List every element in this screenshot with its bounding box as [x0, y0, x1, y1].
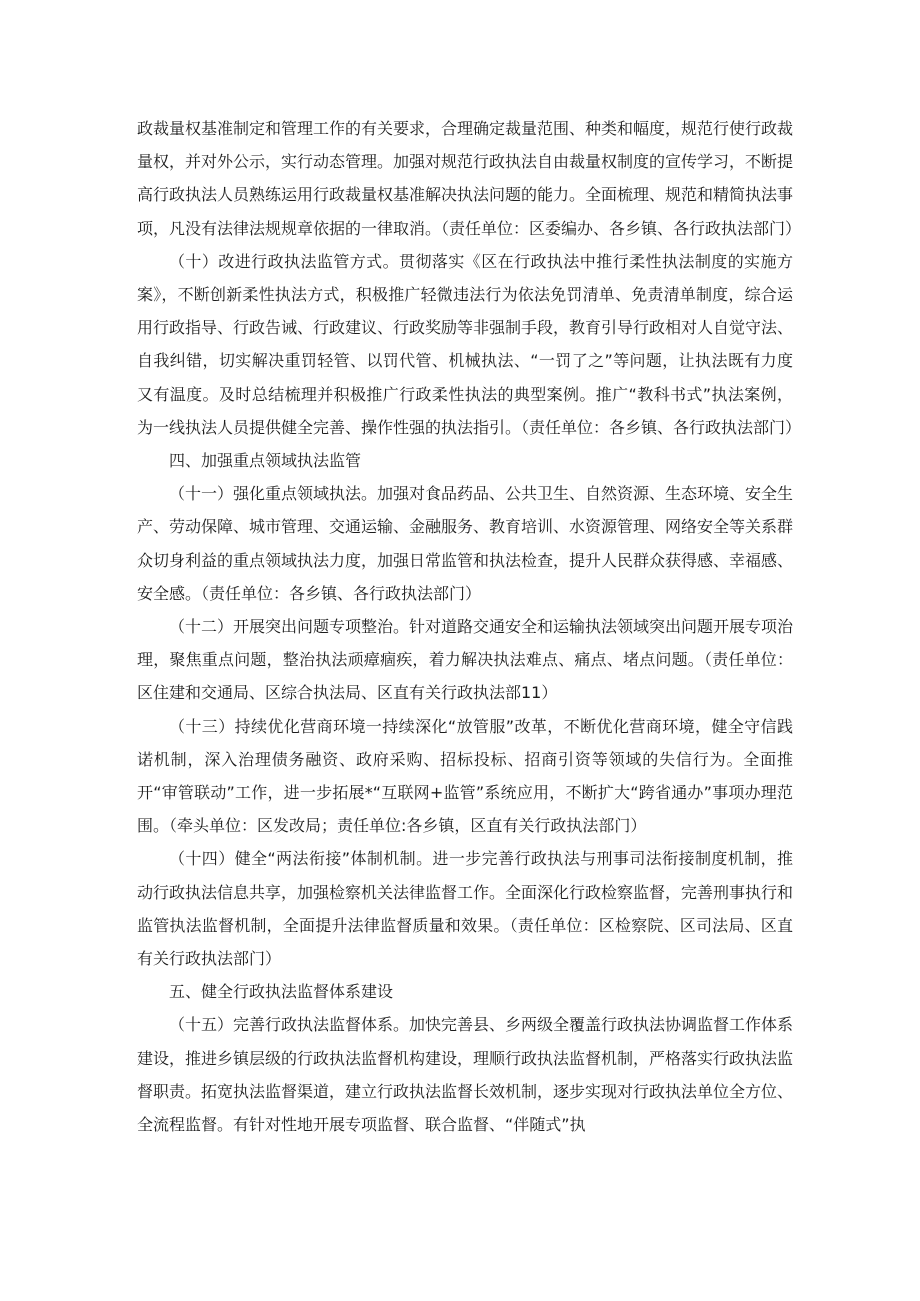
paragraph-item-15: （十五）完善行政执法监督体系。加快完善县、乡两级全覆盖行政执法协调监督工作体系建设，推进乡镇层级的行政执法监督机构建设，理顺行政执法监督机制，严格落实行政执法监督职责。拓宽执法监督渠道，建立行政执法监督长效机制，逐步实现对行政执法单位全方位、全流程监督。有针对性地开展专项监督、联合监督、“伴随式”执	[137, 1015, 794, 1135]
document-body	[137, 112, 802, 1141]
paragraph-item-13: （十三）持续优化营商环境一持续深化“放管服”改革，不断优化营商环境，健全守信践诺机制，深入治理债务融资、政府采购、招标投标、招商引资等领域的失信行为。全面推开“审管联动”工作，进一步拓展*“互联网+监管”系统应用，不断扩大“跨省通办”事项办理范围。（牵头单位：区发改局；责任单位:各乡镇，区直有关行政执法部门）	[137, 716, 793, 836]
section-heading-4: 四、加强重点领域执法监管	[169, 451, 362, 471]
paragraph-item-12: （十二）开展突出问题专项整治。针对道路交通安全和运输执法领域突出问题开展专项治理，聚焦重点问题，整治执法顽瘴痼疾，着力解决执法难点、痛点、堵点问题。（责任单位：区住建和交通局、区综合执法局、区直有关行政执法部11）	[137, 617, 794, 703]
paragraph-item-11: （十一）强化重点领域执法。加强对食品药品、公共卫生、自然资源、生态环境、安全生产、劳动保障、城市管理、交通运输、金融服务、教育培训、水资源管理、网络安全等关系群众切身利益的重点领域执法力度，加强日常监管和执法检查，提升人民群众获得感、幸福感、安全感。（责任单位：各乡镇、各行政执法部门）	[137, 484, 794, 603]
section-heading-5: 五、健全行政执法监督体系建设	[169, 982, 394, 1002]
paragraph-item-10: （十）改进行政执法监管方式。贯彻落实《区在行政执法中推行柔性执法制度的实施方案》，不断创新柔性执法方式，积极推广轻微违法行为依法免罚清单、免责清单制度，综合运用行政指导、行政告诫、行政建议、行政奖励等非强制手段，教育引导行政相对人自觉守法、自我纠错，切实解决重罚轻管、以罚代管、机械执法、“一罚了之”等问题，让执法既有力度又有温度。及时总结梳理并积极推广行政柔性执法的典型案例。推广“教科书式”执法案例，为一线执法人员提供健全完善、操作性强的执法指引。（责任单位：各乡镇、各行政执法部门）	[137, 251, 802, 437]
paragraph-continuation: 政裁量权基准制定和管理工作的有关要求，合理确定裁量范围、种类和幅度，规范行使行政裁量权，并对外公示，实行动态管理。加强对规范行政执法自由裁量权制度的宣传学习，不断提高行政执法人员熟练运用行政裁量权基准解决执法问题的能力。全面梳理、规范和精简执法事项，凡没有法律法规规章依据的一律取消。（责任单位：区委编办、各乡镇、各行政执法部门）	[137, 119, 802, 238]
paragraph-item-14: （十四）健全“两法衔接”体制机制。进一步完善行政执法与刑事司法衔接制度机制，推动行政执法信息共享，加强检察机关法律监督工作。全面深化行政检察监督，完善刑事执行和监管执法监督机制，全面提升法律监督质量和效果。（责任单位：区检察院、区司法局、区直有关行政执法部门）	[137, 849, 794, 969]
